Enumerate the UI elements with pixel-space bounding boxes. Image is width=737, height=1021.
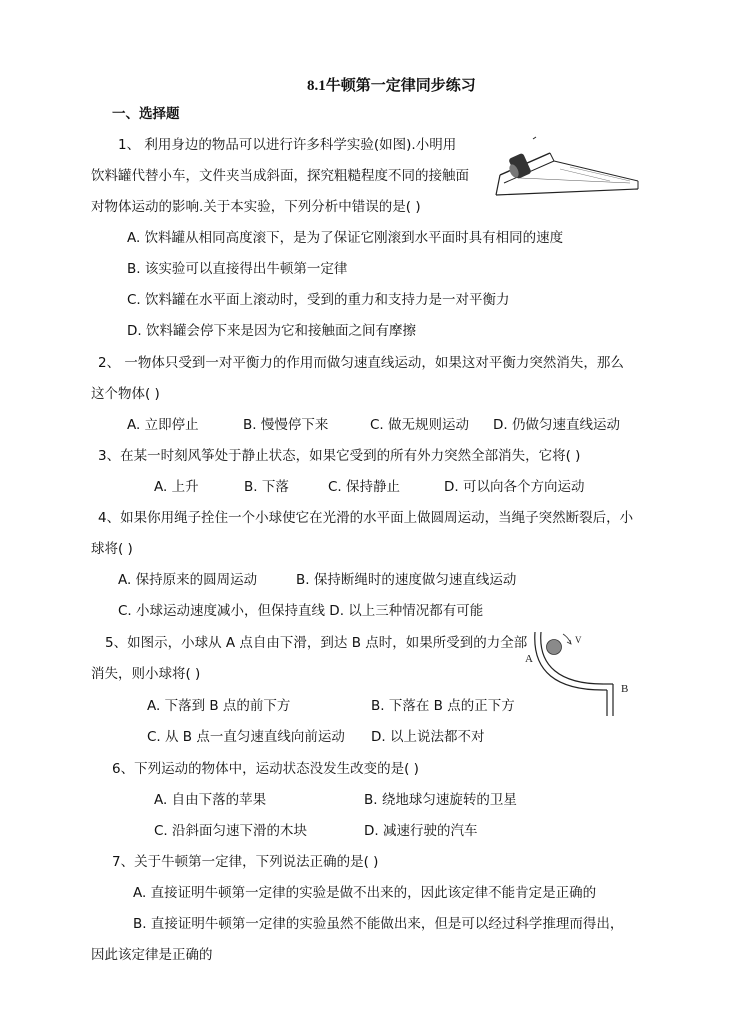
can-ramp-figure <box>490 133 640 203</box>
q5-option-c: C. 从 B 点一直匀速直线向前运动 <box>147 729 345 745</box>
q1-option-a: A. 饮料罐从相同高度滚下，是为了保证它刚滚到水平面时具有相同的速度 <box>127 230 564 246</box>
q4-option-cd: C. 小球运动速度减小，但保持直线 D. 以上三种情况都有可能 <box>118 603 484 619</box>
q2-option-a: A. 立即停止 <box>127 417 199 433</box>
q2-line-1: 2、 一物体只受到一对平衡力的作用而做匀速直线运动，如果这对平衡力突然消失，那么 <box>98 355 624 371</box>
q1-option-d: D. 饮料罐会停下来是因为它和接触面之间有摩擦 <box>127 323 416 339</box>
q7-line-1: 7、关于牛顿第一定律，下列说法正确的是( ) <box>112 854 379 870</box>
q1-line-2: 饮料罐代替小车，文件夹当成斜面，探究粗糙程度不同的接触面 <box>91 168 469 184</box>
q3-option-a: A. 上升 <box>154 479 199 495</box>
q1-option-b: B. 该实验可以直接得出牛顿第一定律 <box>127 261 348 277</box>
q4-option-a: A. 保持原来的圆周运动 <box>118 572 258 588</box>
q3-option-b: B. 下落 <box>244 479 289 495</box>
q6-option-c: C. 沿斜面匀速下滑的木块 <box>154 823 308 839</box>
q5-option-b: B. 下落在 B 点的正下方 <box>371 698 515 714</box>
q4-line-2: 球将( ) <box>91 541 133 557</box>
q2-option-b: B. 慢慢停下来 <box>243 417 329 433</box>
q6-option-b: B. 绕地球匀速旋转的卫星 <box>364 792 517 808</box>
figure-label-v: V <box>575 635 582 645</box>
q4-line-1: 4、如果你用绳子拴住一个小球使它在光滑的水平面上做圆周运动，当绳子突然断裂后，小 <box>98 510 634 526</box>
q5-line-2: 消失，则小球将( ) <box>91 666 201 682</box>
q5-line-1: 5、如图示，小球从 A 点自由下滑，到达 B 点时，如果所受到的力全部 <box>105 635 528 651</box>
q7-option-a: A. 直接证明牛顿第一定律的实验是做不出来的，因此该定律不能肯定是正确的 <box>133 885 597 901</box>
q3-line-1: 3、在某一时刻风筝处于静止状态，如果它受到的所有外力突然全部消失，它将( ) <box>98 448 581 464</box>
q5-option-a: A. 下落到 B 点的前下方 <box>147 698 291 714</box>
q7-option-b-line-2: 因此该定律是正确的 <box>91 947 213 963</box>
q3-option-d: D. 可以向各个方向运动 <box>444 479 585 495</box>
q1-line-1: 1、 利用身边的物品可以进行许多科学实验(如图).小明用 <box>118 137 457 153</box>
q2-line-2: 这个物体( ) <box>91 386 160 402</box>
figure-label-b: B <box>621 683 629 695</box>
q4-option-b: B. 保持断绳时的速度做匀速直线运动 <box>296 572 517 588</box>
page-title: 8.1牛顿第一定律同步练习 <box>307 78 476 94</box>
q1-option-c: C. 饮料罐在水平面上滚动时，受到的重力和支持力是一对平衡力 <box>127 292 510 308</box>
ball-track-figure <box>525 626 635 718</box>
q6-option-d: D. 减速行驶的汽车 <box>364 823 478 839</box>
q1-line-3: 对物体运动的影响.关于本实验，下列分析中错误的是( ) <box>91 199 421 215</box>
figure-label-a: A <box>525 653 533 665</box>
q2-option-c: C. 做无规则运动 <box>370 417 470 433</box>
q3-option-c: C. 保持静止 <box>328 479 401 495</box>
q5-option-d: D. 以上说法都不对 <box>371 729 485 745</box>
q2-option-d: D. 仍做匀速直线运动 <box>493 417 620 433</box>
section-heading: 一、选择题 <box>112 106 180 122</box>
q7-option-b-line-1: B. 直接证明牛顿第一定律的实验虽然不能做出来，但是可以经过科学推理而得出， <box>133 916 624 932</box>
q6-option-a: A. 自由下落的苹果 <box>154 792 267 808</box>
q6-line-1: 6、下列运动的物体中，运动状态没发生改变的是( ) <box>112 761 419 777</box>
